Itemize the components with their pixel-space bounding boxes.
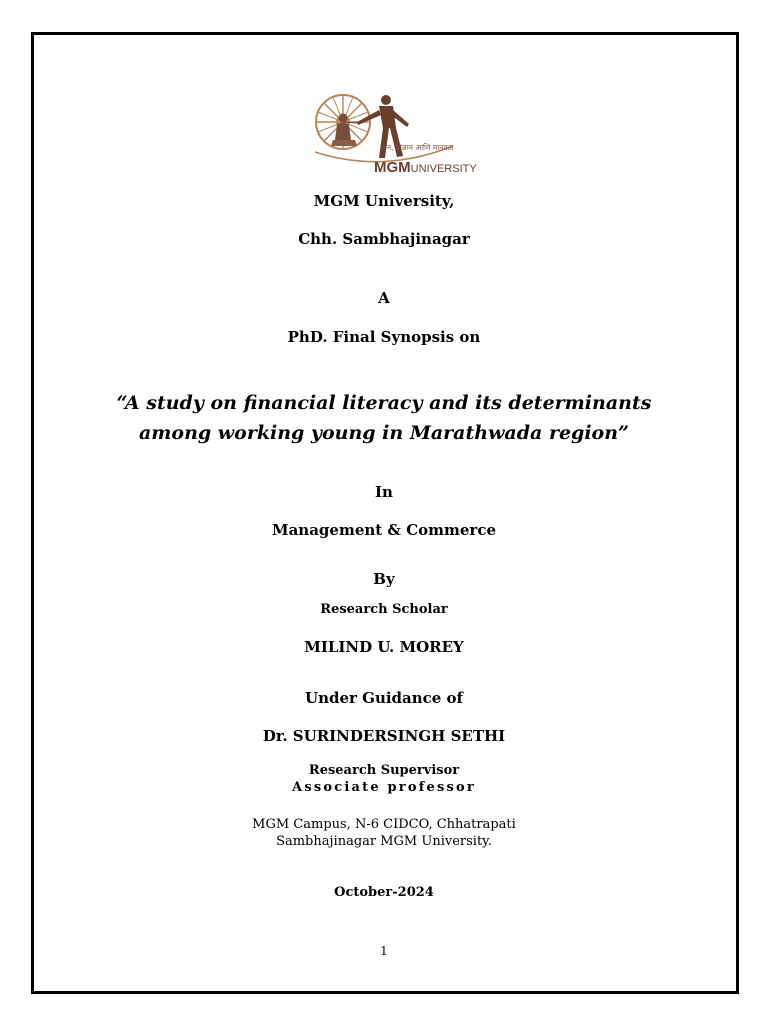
address-line-2: Sambhajinagar MGM University.	[276, 834, 492, 849]
guide-name: Dr. SURINDERSINGH SETHI	[262, 727, 506, 745]
synopsis-label: PhD. Final Synopsis on	[287, 328, 481, 346]
address-line-1: MGM Campus, N-6 CIDCO, Chhatrapati	[252, 817, 516, 832]
guide-designation: Associate professor	[292, 780, 476, 795]
submission-date: October-2024	[334, 885, 434, 900]
scholar-name: MILIND U. MOREY	[304, 638, 464, 656]
subject-field: Management & Commerce	[271, 521, 497, 539]
by-label: By	[373, 570, 395, 588]
guide-role: Research Supervisor	[308, 763, 460, 778]
logo-wordmark-bold: MGM	[374, 159, 411, 176]
thesis-title-line-2: among working young in Marathwada region”	[139, 422, 629, 444]
scholar-role: Research Scholar	[320, 602, 448, 617]
letter-a: A	[378, 289, 390, 307]
thesis-title-line-1: “A study on financial literacy and its determinants	[116, 392, 652, 414]
page-number: 1	[380, 944, 388, 958]
in-label: In	[375, 483, 393, 501]
mgm-university-logo	[313, 88, 477, 178]
logo-tagline: ज्ञान, विज्ञान आणि मानवता	[380, 143, 454, 152]
logo-wordmark-light: UNIVERSITY	[410, 163, 477, 175]
university-city: Chh. Sambhajinagar	[298, 230, 470, 248]
university-name: MGM University,	[313, 192, 455, 210]
guidance-heading: Under Guidance of	[304, 689, 464, 707]
